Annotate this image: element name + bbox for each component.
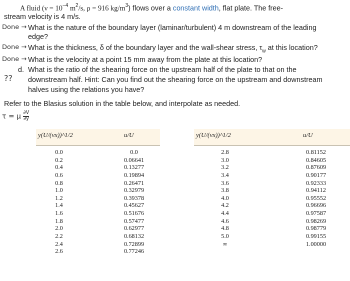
table-cell: 0.57477 [123, 217, 145, 225]
table-cell: 0.2 [55, 156, 63, 164]
table-cell: 1.0 [55, 187, 63, 195]
table-cell: 0.45627 [123, 202, 145, 210]
table-cell: 5.0 [221, 233, 229, 241]
table-cell: 3.4 [221, 171, 229, 179]
question-d-cont2: halves using the relations you have? [28, 85, 145, 94]
header-u-right: u/U [303, 132, 313, 139]
formula-lhs: τ = μ [2, 112, 21, 121]
table-cell: 1.6 [55, 210, 63, 218]
table-cell: 0.51676 [123, 210, 145, 218]
table-cell: 3.6 [221, 179, 229, 187]
table-cell: 0.19894 [123, 171, 145, 179]
tau-subscript: w [262, 48, 266, 55]
done-mark-c: Done → [2, 55, 27, 63]
table-cell: 0.97587 [305, 210, 327, 218]
table-cell: 4.2 [221, 202, 229, 210]
intro-text-e: , flat plate. The free- [218, 3, 283, 13]
table-cell: 0.13277 [123, 164, 145, 172]
question-b-end: at this location? [265, 43, 318, 52]
question-d-label: d. [18, 65, 24, 74]
shear-formula [2, 111, 29, 122]
table-cell: 1.8 [55, 217, 63, 225]
table-cell: ∞ [222, 240, 228, 248]
table-cell: 0.81152 [306, 149, 326, 156]
intro-text-c: /s, ρ = 916 kg/m [78, 4, 126, 13]
table-cell: 0.0 [55, 149, 63, 156]
table-cell: 0.92333 [305, 179, 327, 187]
table-cell: 3.0 [221, 156, 229, 164]
table-cell: 0.95552 [305, 194, 327, 202]
table-cell: 0.99155 [305, 233, 327, 241]
col-u-left [112, 149, 156, 256]
col-u-right [294, 149, 338, 248]
header-eta-left: y(U/(νx))^1/2 [38, 132, 73, 139]
col-eta-right [208, 149, 242, 248]
table-cell: 2.4 [55, 240, 63, 248]
table-header-right [194, 129, 350, 146]
intro-exponent: −4 [62, 3, 69, 9]
table-cell: 0.4 [55, 164, 63, 172]
intro-text-d: ) flows over a [128, 3, 173, 13]
formula-fraction [23, 111, 29, 122]
cubed-sup: 3 [125, 3, 129, 9]
table-cell: 0.39378 [123, 194, 145, 202]
table-cell: 1.4 [55, 202, 63, 210]
header-eta-right: y(U/(νx))^1/2 [196, 132, 231, 139]
blasius-table [36, 129, 350, 279]
table-cell: 4.6 [221, 217, 229, 225]
table-cell: 0.62977 [123, 225, 145, 233]
question-a-cont: edge? [28, 32, 48, 41]
question-c: What is the velocity at a point 15 mm away from the plate at this location? [28, 55, 263, 64]
table-cell: 0.94112 [306, 187, 326, 195]
table-cell: 0.98779 [305, 225, 327, 233]
table-cell: 0.06641 [123, 156, 145, 164]
constant-width-link[interactable]: constant width [172, 3, 219, 13]
formula-denominator: ∂y [23, 116, 29, 122]
table-cell: 2.2 [55, 233, 63, 241]
col-eta-left [42, 149, 76, 256]
table-cell: 0.26471 [123, 179, 145, 187]
header-u-left: u/U [124, 132, 134, 139]
table-cell: 2.6 [55, 248, 63, 256]
question-d: What is the ratio of the shearing force on the upstream half of the plate to that on the [28, 65, 297, 74]
table-cell: 0.96696 [305, 202, 327, 210]
problem-intro-line2: stream velocity is 4 m/s. [4, 12, 81, 21]
table-cell: 0.72899 [123, 240, 145, 248]
table-cell: 2.8 [221, 149, 229, 156]
intro-text-a: A fluid (ν = 10 [20, 4, 63, 13]
table-cell: 0.90177 [305, 171, 327, 179]
table-cell: 4.0 [221, 194, 229, 202]
table-cell: 0.6 [55, 171, 63, 179]
table-cell: 0.77246 [123, 248, 145, 256]
formula-numerator: ∂V [23, 110, 30, 116]
table-cell: 2.0 [55, 225, 63, 233]
done-mark-b: Done → [2, 43, 27, 51]
table-cell: 1.2 [55, 194, 63, 202]
question-a: What is the nature of the boundary layer (laminar/turbulent) 4 m downstream of the leading [28, 23, 317, 32]
table-cell: 0.87609 [305, 164, 327, 172]
table-cell: 0.98269 [305, 217, 327, 225]
table-cell: 0.84605 [305, 156, 327, 164]
table-cell: 4.8 [221, 225, 229, 233]
squared-sup: 2 [75, 3, 79, 9]
refer-text: Refer to the Blasius solution in the table below, and interpolate as needed. [4, 99, 241, 108]
question-b-text: What is the thickness, δ of the boundary layer and the wall-shear stress, τ [28, 43, 263, 52]
table-cell: 1.00000 [305, 240, 327, 248]
done-mark-a: Done → [2, 23, 27, 31]
table-cell: 0.32979 [123, 187, 145, 195]
table-header-left [36, 129, 160, 146]
table-cell: 3.8 [221, 187, 229, 195]
table-cell: 0.8 [55, 179, 63, 187]
intro-text-b: m [68, 4, 76, 13]
table-cell: 0.68132 [123, 233, 145, 241]
table-cell: 0.0 [130, 149, 138, 156]
question-d-cont1: downstream half. Hint: Can you find out the shearing force on the upstream and downstream [28, 75, 323, 84]
table-cell: 4.4 [221, 210, 229, 218]
question-mark-d: ?? [4, 74, 13, 83]
table-cell: 3.2 [221, 164, 229, 172]
